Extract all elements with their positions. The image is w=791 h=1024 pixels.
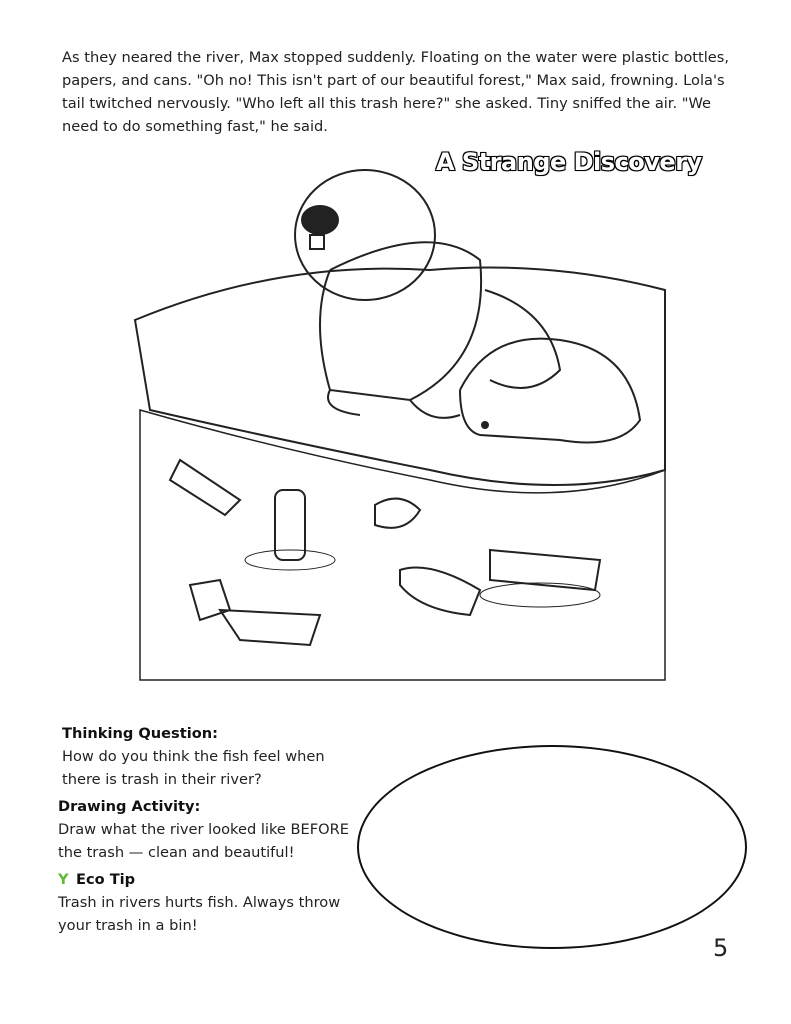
drawing-area-oval[interactable]	[357, 745, 747, 949]
grass-bank	[135, 268, 665, 486]
eco-tip-heading-row	[58, 868, 358, 891]
trash-items	[170, 460, 600, 645]
hedgehog-lola	[460, 339, 640, 443]
drawing-activity-text: Draw what the river looked like BEFORE the trash — clean and beautiful!	[58, 821, 349, 861]
seedling-icon: Y	[58, 871, 69, 888]
thinking-question-text: How do you think the fish feel when there is trash in their river?	[62, 748, 325, 788]
story-text: As they neared the river, Max stopped suddenly. Floating on the water were plastic bottles, papers, and cans. "Oh no! This isn't part of our beautiful forest," Max said, frowning. Lola's tail twitched nervously. "Who left all this trash here?" she asked. Tiny sniffed the air. "We need to do something fast," he said.	[62, 49, 729, 135]
eco-tip-heading: Eco Tip	[76, 871, 136, 888]
eco-tip-text: Trash in rivers hurts fish. Always throw your trash in a bin!	[58, 894, 341, 934]
beaver-max	[295, 170, 560, 418]
page-number: 5	[713, 934, 729, 962]
illustration-title: A Strange Discovery	[436, 148, 702, 176]
river	[140, 410, 665, 680]
drawing-activity-heading: Drawing Activity:	[58, 798, 201, 815]
illustration-beaver-hedgehog-river-trash	[130, 140, 670, 700]
thinking-question-heading: Thinking Question:	[62, 725, 218, 742]
activity-panel	[58, 722, 358, 941]
